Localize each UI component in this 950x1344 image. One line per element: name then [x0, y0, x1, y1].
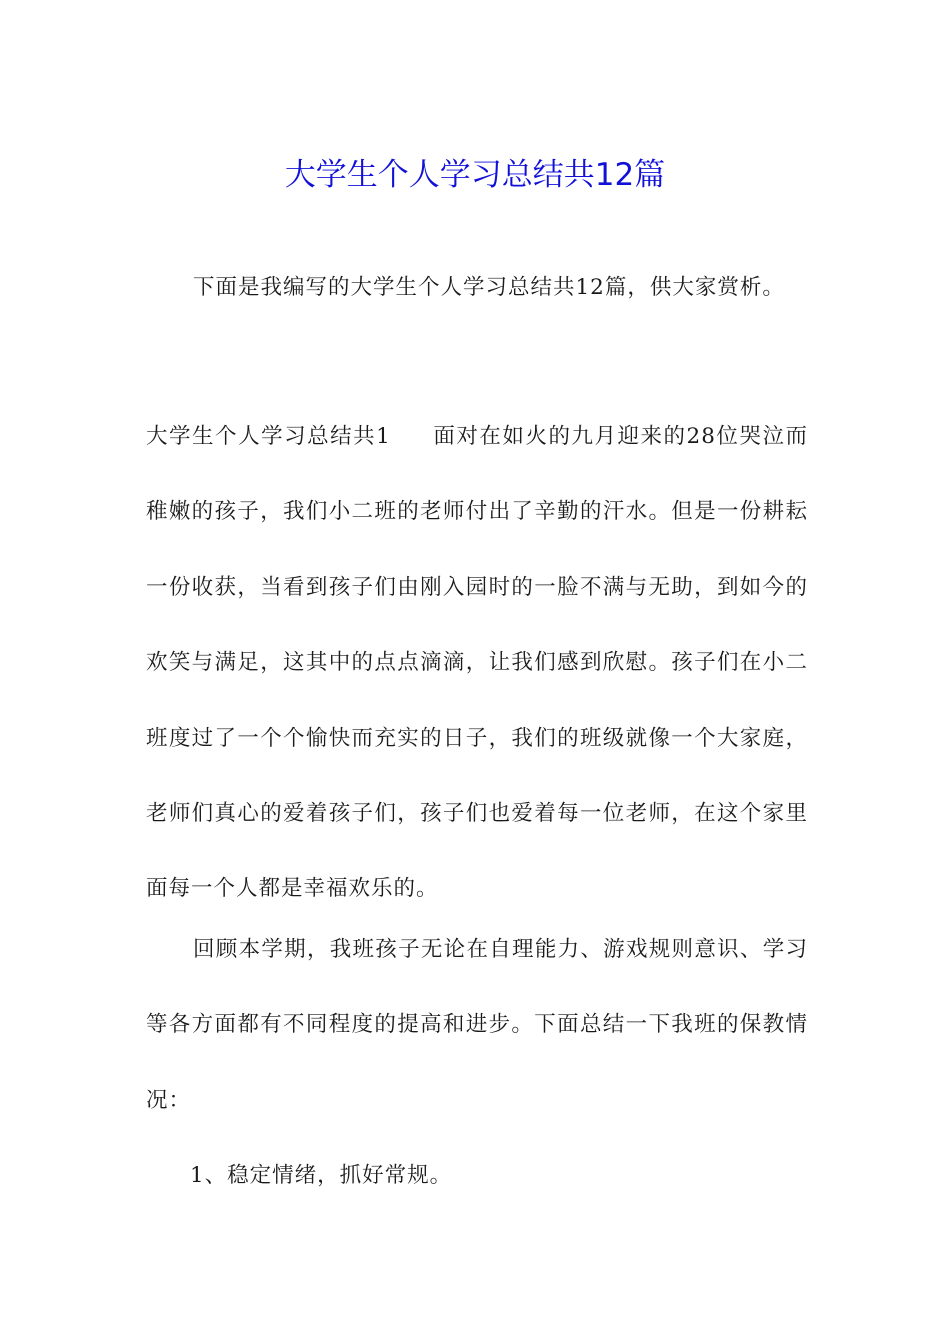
list-item-1: 1、稳定情绪，抓好常规。	[190, 1163, 453, 1188]
intro-paragraph: 下面是我编写的大学生个人学习总结共12篇，供大家赏析。	[193, 275, 785, 300]
section-1-paragraph	[146, 399, 808, 927]
review-paragraph: 回顾本学期，我班孩子无论在自理能力、游戏规则意识、学习等各方面都有不同程度的提高和进步。下面总结一下我班的保教情况：	[146, 937, 808, 1113]
section-1-body: 面对在如火的九月迎来的28位哭泣而稚嫩的孩子，我们小二班的老师付出了辛勤的汗水。但是一份耕耘一份收获，当看到孩子们由刚入园时的一脸不满与无助，到如今的欢笑与满足，这其中的点点滴滴，让我们感到欣慰。孩子们在小二班度过了一个个愉快而充实的日子，我们的班级就像一个大家庭，老师们真心的爱着孩子们，孩子们也爱着每一位老师，在这个家里面每一个人都是幸福欢乐的。	[146, 424, 808, 902]
section-1-heading: 大学生个人学习总结共1	[146, 424, 391, 449]
document-title: 大学生个人学习总结共12篇	[284, 156, 666, 193]
